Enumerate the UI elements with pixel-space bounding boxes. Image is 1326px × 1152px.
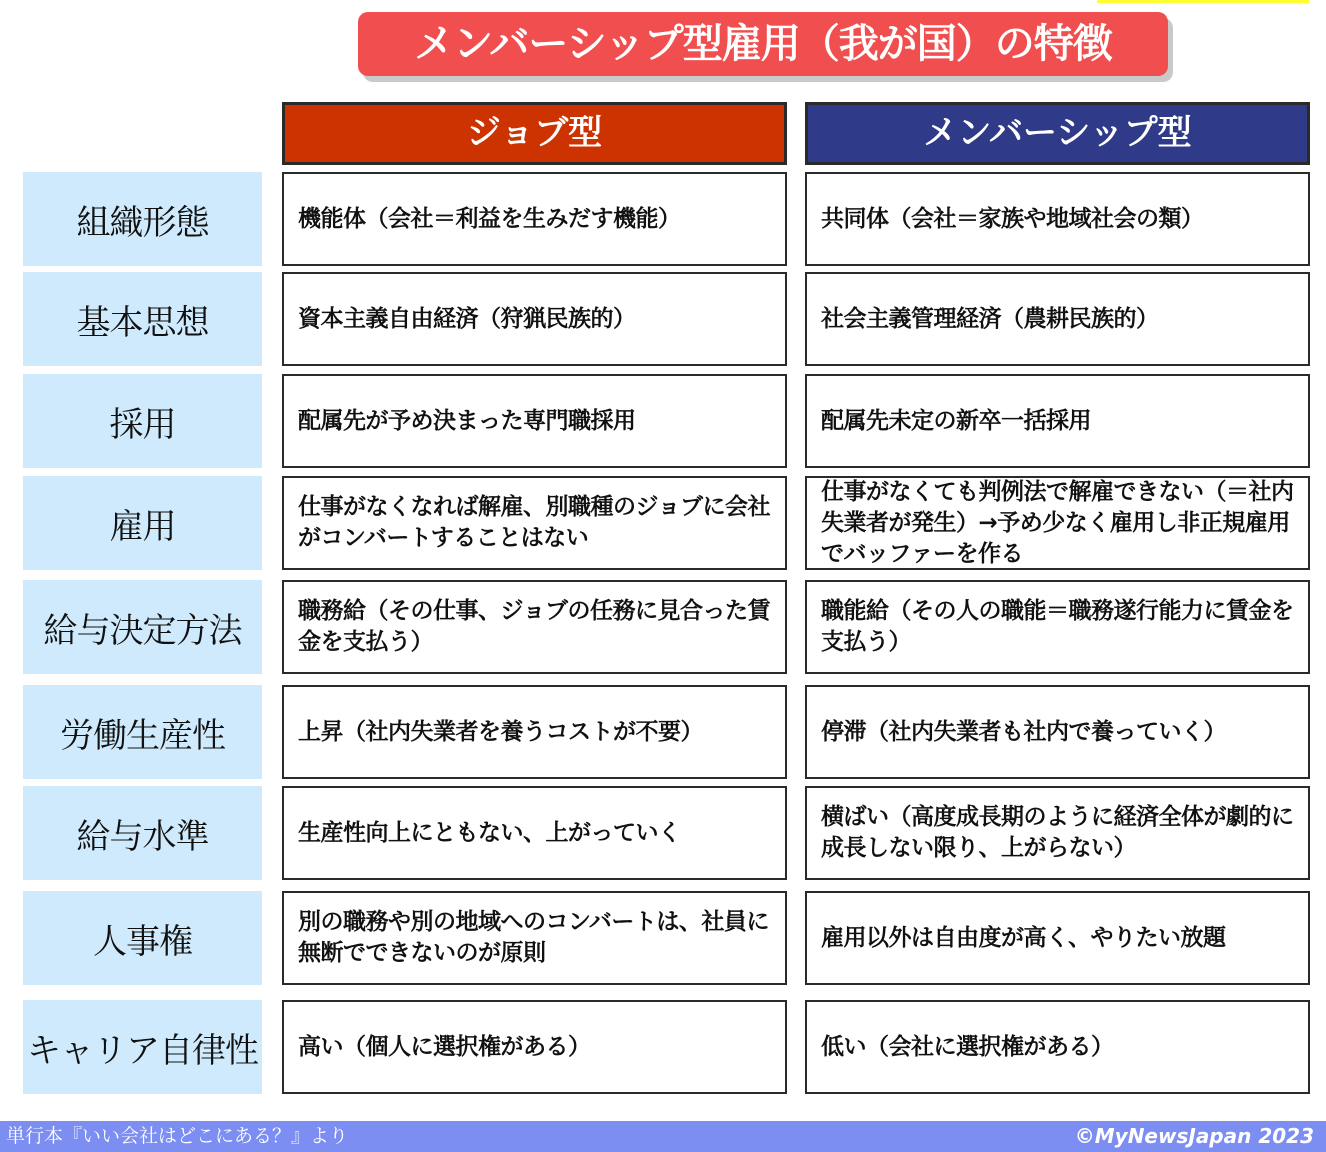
cell-text: 低い（会社に選択権がある） [821, 1033, 1114, 1060]
yellow-accent-bar [1097, 0, 1309, 3]
cell-membership-organization [805, 172, 1310, 266]
cell-membership-pay-level [805, 786, 1310, 880]
cell-membership-basic-philosophy [805, 272, 1310, 366]
cell-text: 資本主義自由経済（狩猟民族的） [298, 305, 636, 332]
row-label-pay-level: 給与水準 [23, 786, 262, 880]
page-title: メンバーシップ型雇用（我が国）の特徴 [358, 12, 1168, 76]
cell-text: 雇用以外は自由度が高く、やりたい放題 [821, 924, 1226, 951]
cell-membership-career-autonomy [805, 1000, 1310, 1094]
cell-text: 配属先が予め決まった専門職採用 [298, 407, 636, 434]
row-label-employment: 雇用 [23, 476, 262, 570]
row-label-hiring: 採用 [23, 374, 262, 468]
cell-job-career-autonomy [282, 1000, 787, 1094]
cell-text: 仕事がなくても判例法で解雇できない（＝社内失業者が発生）→予め少なく雇用し非正規雇用でバッファーを作る [821, 478, 1294, 567]
cell-membership-hiring [805, 374, 1310, 468]
cell-text: 生産性向上にともない、上がっていく [298, 819, 681, 846]
row-label-career-autonomy: キャリア自律性 [23, 1000, 262, 1094]
cell-job-pay-level [282, 786, 787, 880]
row-label-personnel-authority: 人事権 [23, 891, 262, 985]
cell-text: 停滞（社内失業者も社内で養っていく） [821, 718, 1226, 745]
footer-source: 単行本『いい会社はどこにある？』より [6, 1125, 349, 1147]
cell-membership-personnel-authority [805, 891, 1310, 985]
cell-membership-pay-method [805, 580, 1310, 674]
cell-membership-productivity [805, 685, 1310, 779]
row-label-productivity: 労働生産性 [23, 685, 262, 779]
cell-text: 職能給（その人の職能＝職務遂行能力に賃金を支払う） [821, 598, 1294, 655]
cell-job-basic-philosophy [282, 272, 787, 366]
cell-text: 職務給（その仕事、ジョブの任務に見合った賃金を支払う） [298, 598, 771, 655]
footer-copyright: ©MyNewsJapan 2023 [1074, 1124, 1314, 1148]
row-label-organization: 組織形態 [23, 172, 262, 266]
row-label-basic-philosophy: 基本思想 [23, 272, 262, 366]
footer-bar [0, 1121, 1326, 1152]
column-header-membership: メンバーシップ型 [805, 102, 1310, 165]
cell-text: 社会主義管理経済（農耕民族的） [821, 305, 1159, 332]
cell-text: 仕事がなくなれば解雇、別職種のジョブに会社がコンバートすることはない [298, 494, 771, 551]
cell-membership-employment [805, 476, 1310, 570]
cell-job-employment [282, 476, 787, 570]
cell-text: 機能体（会社＝利益を生みだす機能） [298, 205, 681, 232]
column-header-job: ジョブ型 [282, 102, 787, 165]
cell-text: 配属先未定の新卒一括採用 [821, 407, 1091, 434]
cell-text: 横ばい（高度成長期のように経済全体が劇的に成長しない限り、上がらない） [821, 804, 1294, 861]
cell-job-pay-method [282, 580, 787, 674]
cell-text: 上昇（社内失業者を養うコストが不要） [298, 718, 703, 745]
cell-text: 別の職務や別の地域へのコンバートは、社員に無断でできないのが原則 [298, 909, 769, 966]
row-label-pay-method: 給与決定方法 [23, 580, 262, 674]
cell-job-personnel-authority [282, 891, 787, 985]
cell-text: 高い（個人に選択権がある） [298, 1033, 591, 1060]
cell-job-productivity [282, 685, 787, 779]
cell-text: 共同体（会社＝家族や地域社会の類） [821, 205, 1204, 232]
cell-job-organization [282, 172, 787, 266]
cell-job-hiring [282, 374, 787, 468]
